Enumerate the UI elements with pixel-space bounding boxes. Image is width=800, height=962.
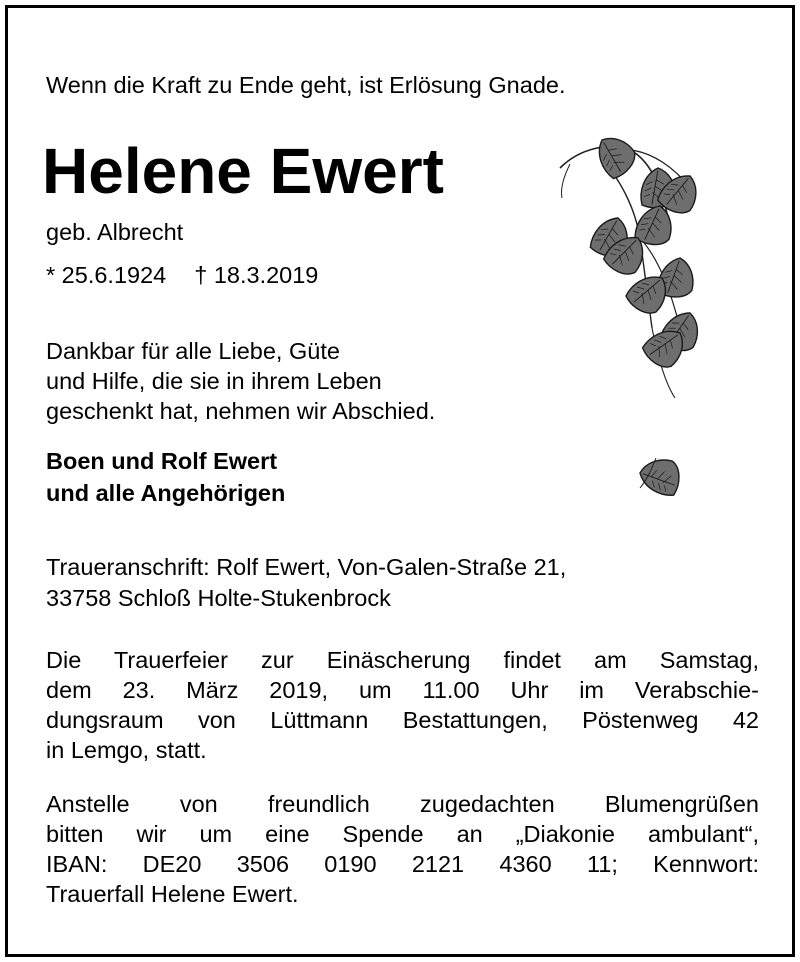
thanks-text [46,336,546,426]
ceremony-line: in Lemgo, statt. [46,737,207,763]
death-date: † 18.3.2019 [194,262,319,288]
donation-line: Anstelle von freundlich zugedachten Blumengrüßen [46,791,759,817]
address-line: Traueranschrift: Rolf Ewert, Von-Galen-Straße 21, [46,554,567,580]
maiden-name: geb. Albrecht [46,219,184,245]
mourners-line: Boen und Rolf Ewert [46,448,278,474]
mourners [46,445,285,509]
ceremony-text [46,645,759,765]
ceremony-line: Die Trauerfeier zur Einäscherung findet am Samstag, [46,647,759,673]
thanks-line: geschenkt hat, nehmen wir Abschied. [46,398,436,424]
address-line: 33758 Schloß Holte-Stukenbrock [46,585,391,611]
life-dates [46,261,318,289]
ceremony-line: dem 23. März 2019, um 11.00 Uhr im Verabschie- [46,677,759,703]
mourning-address [46,552,566,614]
mourners-line: und alle Angehörigen [46,480,286,506]
thanks-line: Dankbar für alle Liebe, Güte [46,338,340,364]
donation-text [46,789,759,909]
deceased-name: Helene Ewert [42,135,444,207]
donation-line: Trauerfall Helene Ewert. [46,881,299,907]
motto: Wenn die Kraft zu Ende geht, ist Erlösung Gnade. [46,72,566,98]
ceremony-line: dungsraum von Lüttmann Bestattungen, Pöstenweg 42 [46,707,759,733]
donation-line: IBAN: DE20 3506 0190 2121 4360 11; Kennwort: [46,851,759,877]
birth-date: * 25.6.1924 [46,262,167,288]
birch-branch-icon [540,128,730,528]
donation-line: bitten wir um eine Spende an „Diakonie ambulant“, [46,821,759,847]
thanks-line: und Hilfe, die sie in ihrem Leben [46,368,382,394]
